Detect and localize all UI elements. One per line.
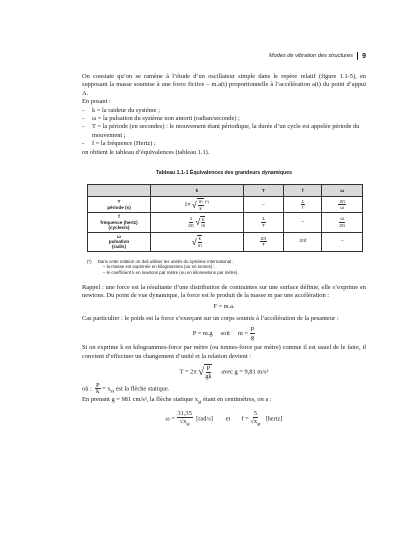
fraction: 5 $√x_{st}$	[250, 409, 261, 427]
table-row	[88, 232, 363, 251]
paragraph-cas: Cas particulier : le poids est la force s’exerçant sur un corps soumis à l’accélération de la pesanteur :	[82, 314, 339, 322]
paragraph-obtient: on obtient le tableau d’équivalences (tableau 1.1).	[82, 148, 210, 156]
paragraph-ou: où : $\frac{P}{k}$ = $x_{st}$ est la flèche statique.	[82, 381, 170, 396]
row-symbol: T	[117, 199, 121, 205]
row-quantity: fréquence (hertz)	[100, 219, 138, 225]
paragraph-posant: En posant :	[82, 98, 111, 106]
table-header-row	[88, 185, 363, 197]
bullet-mark: -	[82, 140, 85, 148]
row-label	[88, 232, 151, 251]
row-label	[88, 197, 151, 213]
equation-force: F = m.a.	[213, 303, 235, 311]
paragraph-rappel: Rappel : une force est la résultante d’une distribution de contraintes sur une surface définie, elle s’exprime en newtons. Du point de vue dynamique, la force est le produit de la masse m par une accélération :	[82, 283, 366, 299]
row-quantity: période (s)	[107, 204, 131, 210]
fraction: 31,35 $√x_{st}$	[177, 409, 192, 427]
table-cell	[151, 213, 244, 232]
table-cell: –	[243, 197, 284, 213]
equation-period: T = 2π √ $\frac{P}{gk}$ avec g = 9,81 m/s²	[179, 364, 269, 380]
footnote-text: Dans cette relation on doit utiliser les unités du système international :	[97, 258, 234, 264]
equivalence-table	[87, 184, 363, 251]
bullet-mark: -	[82, 123, 85, 131]
paragraph-prenant: En prenant g = 981 cm/s², la flèche statique $x_{st}$ étant en centimètres, on a :	[82, 396, 272, 406]
header-cell: T	[243, 185, 284, 197]
paragraph-si: Si on exprime k en kilogrammes-force par mètre (ou tonnes-force par mètre) comme il est usuel de le faire, il convient d’effectuer un changement d’unité et la relation devient :	[82, 344, 366, 360]
bullet-text: ω = la pulsation du système non amorti (radian/seconde) ;	[92, 115, 240, 123]
table-cell	[151, 197, 244, 213]
sqrt-expr: √ $\frac{k}{m}$	[191, 236, 202, 248]
paragraph-intro: On constate qu’on se ramène à l’étude d’un oscillateur simple dans le repère relatif (figure 1.1-5), en supposant la masse soumise à une force fictive – m.a(t) proportionnelle à l’accélération a(t) du point d’appui A.	[82, 73, 366, 97]
footnote-item: – le coefficient k en newtons par mètre (ou en kilonewtons par mètre).	[103, 269, 239, 275]
header-cell: ω	[322, 185, 363, 197]
table-cell: 2πf	[284, 232, 322, 251]
header-cell: f	[284, 185, 322, 197]
fraction: $\frac{k}{m}$	[201, 216, 206, 229]
header-cell	[88, 185, 151, 197]
table-cell: –	[284, 213, 322, 232]
row-symbol: ω	[117, 233, 121, 239]
fraction: $\frac{P}{k}$	[95, 381, 100, 396]
bullet-text: f = la fréquence (Hertz) ;	[92, 140, 156, 148]
bullet-text: T = la période (en secondes) : le mouvement étant périodique, la durée d’un cycle est appelée période du mouvement ;	[92, 123, 360, 139]
running-title: Modes de vibration des structures	[268, 53, 353, 59]
running-header	[269, 52, 366, 60]
page-number: 9	[362, 52, 366, 60]
fraction: $\frac{2\pi}{\omega}$	[339, 198, 346, 211]
footnote-mark: (*)	[204, 200, 209, 205]
bullet-mark: -	[82, 115, 85, 123]
table-cell	[151, 232, 244, 251]
table-row	[88, 197, 363, 213]
bullet-mark: -	[82, 106, 85, 114]
table-cell	[284, 197, 322, 213]
sqrt-expr: √ $\frac{k}{m}$	[195, 216, 206, 229]
bullet-item	[82, 140, 366, 148]
row-unit: (cycles/s)	[108, 225, 130, 231]
fraction: $\frac{2\pi}{T}$	[260, 235, 267, 248]
table-footnote	[87, 259, 366, 276]
bullet-text: k = la raideur du système ;	[92, 106, 160, 114]
bullet-item	[82, 115, 366, 123]
coef: 2π	[184, 202, 191, 208]
table-row	[88, 213, 363, 232]
row-label	[88, 213, 151, 232]
fraction: $\frac{P}{gk}$	[205, 364, 212, 380]
row-symbol: f	[118, 214, 120, 220]
equation-weight: P = m.g soit m = $\frac{P}{g}$	[192, 326, 255, 342]
table-cell	[322, 213, 363, 232]
footnote-mark: (*)	[87, 258, 92, 264]
equation-final: ω = 31,35 $√x_{st}$ [rad/s] et f = 5 $√x_{st}$ [hertz]	[165, 409, 283, 427]
table-cell	[243, 213, 284, 232]
fraction: $\frac{1}{f}$	[301, 198, 305, 211]
fraction: $\frac{1}{2\pi}$	[188, 216, 194, 228]
fraction: $\frac{P}{g}$	[250, 326, 255, 342]
table-caption: Tableau 1.1-1 Équivalences des grandeurs dynamiques	[156, 170, 292, 177]
table-cell: –	[322, 232, 363, 251]
table-cell	[243, 232, 284, 251]
row-unit: (rad/s)	[111, 244, 127, 250]
header-cell: k	[151, 185, 244, 197]
row-quantity: pulsation	[108, 238, 130, 244]
footnote-item: – la masse est exprimée en kilogrammes (ou en tonnes) ;	[103, 264, 215, 270]
sqrt-expr: √ $\frac{P}{gk}$	[198, 364, 212, 380]
fraction: $\frac{1}{T}$	[262, 216, 265, 228]
header-divider	[357, 52, 358, 60]
sqrt-expr: √ $\frac{m}{k}$	[191, 199, 203, 211]
bullet-item	[82, 107, 366, 115]
fraction: $\frac{\omega}{2\pi}$	[339, 216, 346, 228]
fraction: $\frac{k}{m}$	[197, 236, 202, 248]
table-cell	[322, 197, 363, 213]
bullet-item	[82, 123, 366, 140]
fraction: $\frac{m}{k}$	[198, 199, 203, 211]
page-body	[82, 73, 366, 431]
